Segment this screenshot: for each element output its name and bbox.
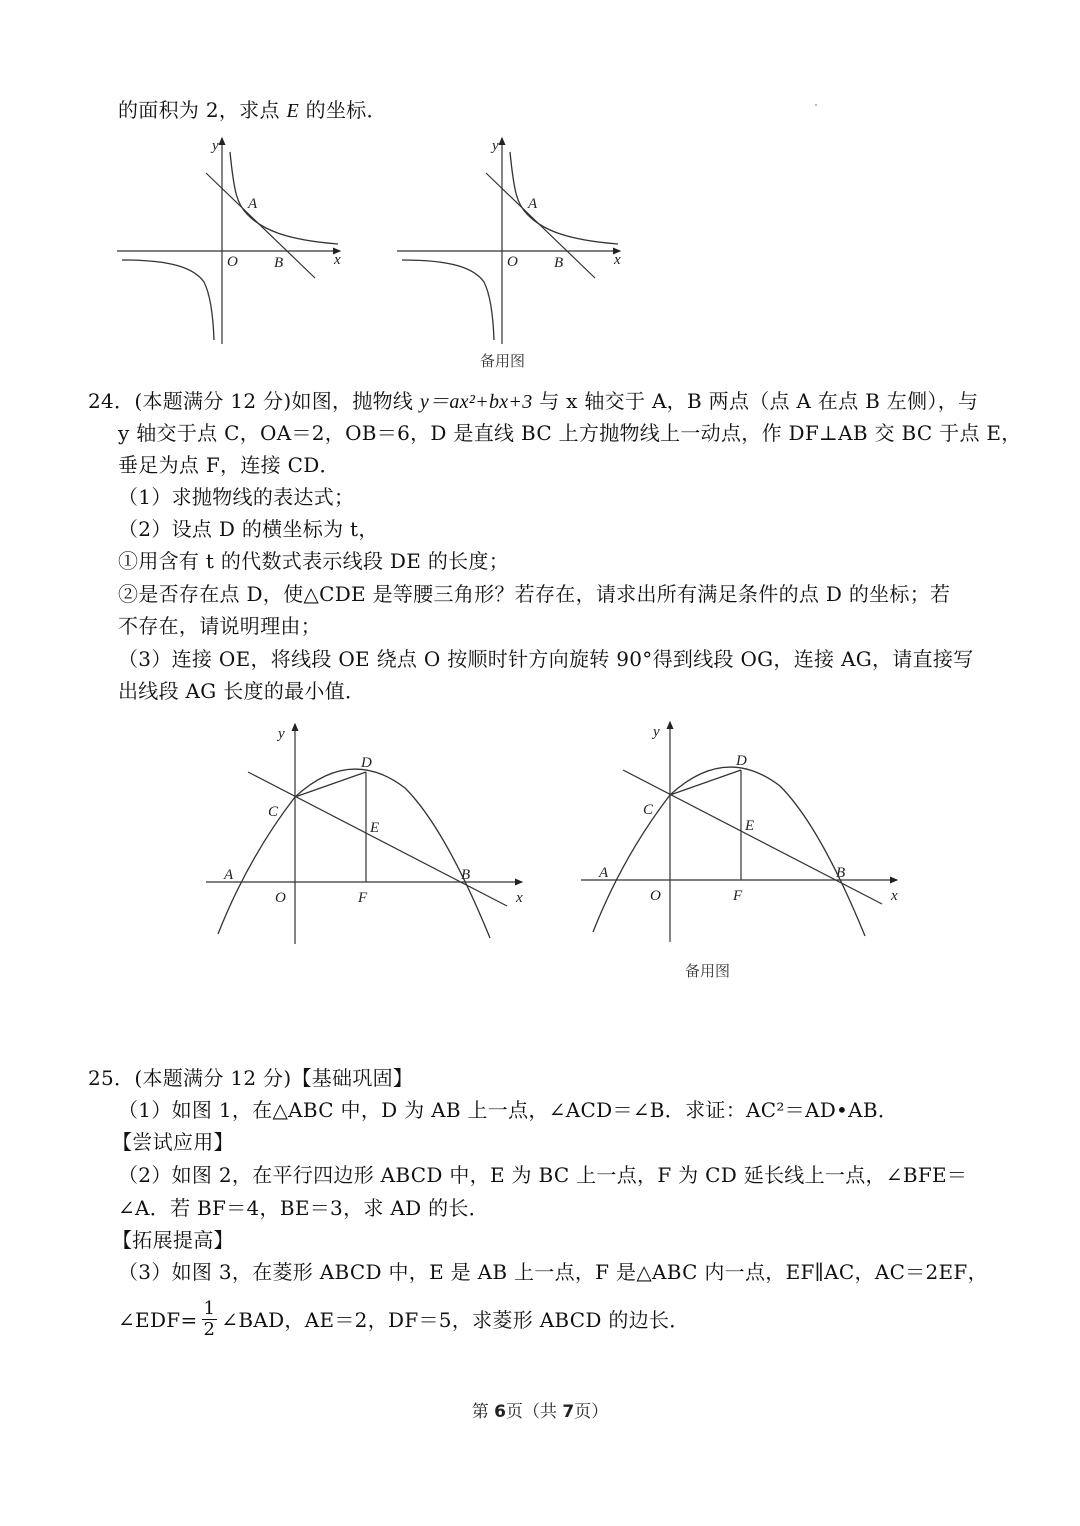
q24-number: 24． xyxy=(88,389,135,413)
svg-text:y: y xyxy=(653,724,660,740)
svg-text:B: B xyxy=(836,865,846,881)
svg-text:O: O xyxy=(275,890,286,906)
svg-text:x: x xyxy=(614,252,621,268)
q23-final-line xyxy=(118,98,387,123)
q24-line-3: 垂足为点 F，连接 CD． xyxy=(118,453,340,477)
q23-text-b: 的坐标． xyxy=(298,98,387,122)
svg-text:A: A xyxy=(599,865,609,881)
q25-section-basic: 【基础巩固】 xyxy=(291,1066,414,1090)
q24-equation: y＝ax²+bx+3 xyxy=(419,391,533,413)
svg-text:A: A xyxy=(528,196,538,212)
page-footer: 第 6页（共 7页） xyxy=(471,1402,609,1422)
angle-edf: ∠EDF= xyxy=(118,1308,198,1332)
svg-text:E: E xyxy=(745,818,755,834)
q24-line-2: y 轴交于点 C，OA＝2，OB＝6，D 是直线 BC 上方抛物线上一动点，作 DF⊥AB 交 BC 于点 E， xyxy=(118,421,1022,445)
q24-part-3: （3）连接 OE，将线段 OE 绕点 O 按顺时针方向旋转 90°得到线段 OG，连接 AG，请直接写 xyxy=(118,647,974,671)
hyperbola-branch-q3 xyxy=(122,260,214,340)
spare-figure-caption: 备用图 xyxy=(480,352,526,370)
svg-text:y: y xyxy=(278,726,285,742)
hyperbola-branch-q1 xyxy=(230,152,338,244)
q25-section-extend: 【拓展提高】 xyxy=(112,1228,234,1252)
q25-part-1: （1）如图 1，在△ABC 中，D 为 AB 上一点，∠ACD＝∠B．求证：AC²＝AD•AB． xyxy=(118,1098,899,1122)
current-page-number: 6 xyxy=(494,1402,506,1422)
svg-text:F: F xyxy=(358,890,368,906)
q23-var-e: E xyxy=(286,100,299,122)
svg-text:C: C xyxy=(268,804,279,820)
scan-speck xyxy=(815,104,817,106)
q25-part-2: （2）如图 2，在平行四边形 ABCD 中，E 为 BC 上一点，F 为 CD 延长线上一点，∠BFE＝ xyxy=(118,1163,968,1187)
parabola-figure-main xyxy=(200,718,540,968)
fraction-one-half: $\frac{1}{2}$ xyxy=(203,1298,216,1340)
svg-text:O: O xyxy=(227,254,238,270)
spare-figure-caption-2: 备用图 xyxy=(685,962,731,980)
q24-part-2-sub1: ①用含有 t 的代数式表示线段 DE 的长度； xyxy=(118,549,510,573)
q25-part-2-cont: ∠A．若 BF＝4，BE＝3，求 AD 的长． xyxy=(118,1196,489,1220)
q25-section-apply: 【尝试应用】 xyxy=(112,1130,234,1154)
svg-text:O: O xyxy=(650,888,661,904)
svg-text:O: O xyxy=(507,254,518,270)
hyperbola-figure-spare xyxy=(392,132,632,372)
q25-part-3: （3）如图 3，在菱形 ABCD 中，E 是 AB 上一点，F 是△ABC 内一点，EF∥AC，AC＝2EF， xyxy=(118,1260,988,1284)
q25-part-3-cont xyxy=(118,1298,690,1342)
q24-line-1 xyxy=(88,389,978,414)
svg-text:y: y xyxy=(212,138,219,154)
svg-text:D: D xyxy=(361,755,372,771)
q24-part-2-sub2: ②是否存在点 D，使△CDE 是等腰三角形？若存在，请求出所有满足条件的点 D 的坐标；若 xyxy=(118,582,951,606)
svg-text:E: E xyxy=(370,820,380,836)
svg-text:x: x xyxy=(334,252,341,268)
svg-text:B: B xyxy=(461,867,471,883)
svg-text:D: D xyxy=(736,753,747,769)
q24-part-1: （1）求抛物线的表达式； xyxy=(118,485,355,509)
q24-part-2-sub2-cont: 不存在，请说明理由； xyxy=(118,614,321,638)
hyperbola-figure-main xyxy=(112,132,352,372)
total-page-number: 7 xyxy=(562,1402,575,1422)
q24-part-2: （2）设点 D 的横坐标为 t， xyxy=(118,517,379,541)
q23-text-a: 的面积为 2，求点 xyxy=(118,98,287,122)
q24-intro-a: 如图，抛物线 xyxy=(291,389,420,413)
svg-text:y: y xyxy=(492,138,499,154)
svg-text:x: x xyxy=(516,890,523,906)
q24-intro-b: 与 x 轴交于 A，B 两点（点 A 在点 B 左侧），与 xyxy=(532,389,979,413)
svg-text:x: x xyxy=(891,888,898,904)
svg-text:C: C xyxy=(643,802,654,818)
svg-text:A: A xyxy=(224,867,234,883)
q25-number: 25． xyxy=(88,1066,135,1090)
q24-part-3-cont: 出线段 AG 长度的最小值． xyxy=(118,679,366,703)
q25-line-1 xyxy=(88,1066,413,1090)
svg-text:F: F xyxy=(733,888,743,904)
svg-text:B: B xyxy=(554,255,564,271)
angle-bad-rest: ∠BAD，AE＝2，DF＝5，求菱形 ABCD 的边长． xyxy=(221,1308,690,1332)
svg-text:A: A xyxy=(248,196,258,212)
q24-score: (本题满分 12 分) xyxy=(134,389,292,413)
q25-score: (本题满分 12 分) xyxy=(134,1066,292,1090)
svg-text:B: B xyxy=(274,255,284,271)
parabola-figure-spare xyxy=(575,716,915,988)
